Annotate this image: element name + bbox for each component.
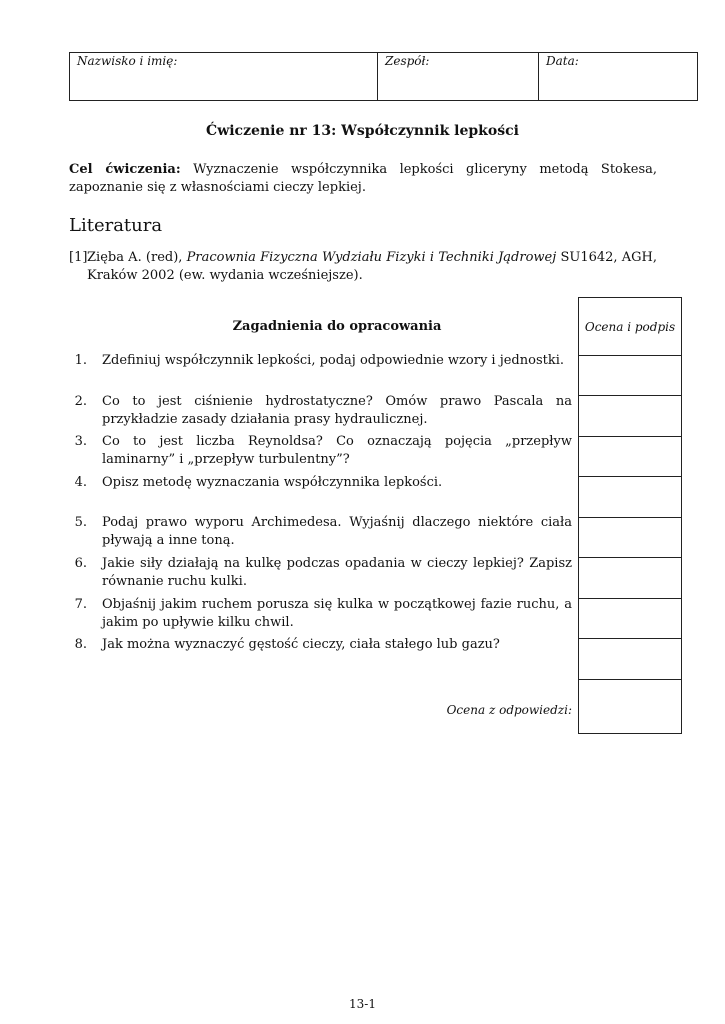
reference-authors: Zięba A. (red), bbox=[87, 250, 183, 265]
goal-label: Cel ćwiczenia: bbox=[69, 162, 181, 177]
grade-divider bbox=[579, 598, 681, 599]
date-label: Data: bbox=[546, 54, 579, 68]
tasks-heading: Zagadnienia do opracowania bbox=[232, 319, 442, 334]
literature-heading: Literatura bbox=[69, 215, 163, 236]
task-number: 4. bbox=[74, 475, 87, 490]
summary-label: Ocena z odpowiedzi: bbox=[446, 703, 572, 717]
task-item bbox=[69, 514, 572, 550]
team-label: Zespół: bbox=[385, 54, 430, 68]
grade-divider bbox=[579, 517, 681, 518]
task-item bbox=[69, 596, 572, 632]
task-item bbox=[69, 555, 572, 591]
task-number: 6. bbox=[74, 556, 87, 571]
grade-column bbox=[578, 297, 682, 734]
task-text: Jakie siły działają na kulkę podczas opadania w cieczy lepkiej? Zapisz równanie ruchu kulki. bbox=[102, 556, 572, 589]
header-table bbox=[69, 52, 698, 101]
grade-divider bbox=[579, 557, 681, 558]
grade-divider bbox=[579, 355, 681, 356]
task-text: Co to jest liczba Reynoldsa? Co oznaczają pojęcia „przepływ laminarny” i „przepływ turbulentny”? bbox=[102, 434, 572, 467]
task-item bbox=[69, 352, 572, 370]
task-text: Podaj prawo wyporu Archimedesa. Wyjaśnij dlaczego niektóre ciała pływają a inne toną. bbox=[102, 515, 572, 548]
reference-rest: SU1642, AGH, Kraków 2002 (ew. wydania wcześniejsze). bbox=[87, 250, 658, 283]
task-number: 1. bbox=[74, 353, 87, 368]
task-number: 3. bbox=[74, 434, 87, 449]
reference-title: Pracownia Fizyczna Wydziału Fizyki i Techniki Jądrowej bbox=[186, 250, 557, 265]
page-title: Ćwiczenie nr 13: Współczynnik lepkości bbox=[206, 123, 519, 139]
task-item bbox=[69, 433, 572, 469]
task-number: 8. bbox=[74, 637, 87, 652]
name-field[interactable] bbox=[70, 53, 378, 100]
grade-divider bbox=[579, 436, 681, 437]
grade-divider bbox=[579, 395, 681, 396]
reference-number: [1] bbox=[69, 250, 88, 265]
task-item bbox=[69, 474, 572, 492]
task-number: 2. bbox=[74, 394, 87, 409]
task-number: 5. bbox=[74, 515, 87, 530]
task-text: Objaśnij jakim ruchem porusza się kulka w początkowej fazie ruchu, a jakim po upływie kilku chwil. bbox=[102, 597, 572, 630]
grade-divider bbox=[579, 679, 681, 680]
task-text: Jak można wyznaczyć gęstość cieczy, ciała stałego lub gazu? bbox=[102, 637, 500, 652]
task-number: 7. bbox=[74, 597, 87, 612]
page-number: 13-1 bbox=[349, 997, 376, 1011]
grade-divider bbox=[579, 476, 681, 477]
grade-divider bbox=[579, 638, 681, 639]
name-label: Nazwisko i imię: bbox=[77, 54, 178, 68]
goal-text: Wyznaczenie współczynnika lepkości gliceryny metodą Stokesa, zapoznanie się z własnościami cieczy lepkiej. bbox=[69, 162, 657, 195]
grade-heading: Ocena i podpis bbox=[584, 320, 676, 334]
task-text: Opisz metodę wyznaczania współczynnika lepkości. bbox=[102, 475, 443, 490]
task-item bbox=[69, 636, 572, 654]
task-item bbox=[69, 393, 572, 429]
team-field[interactable] bbox=[378, 53, 539, 100]
goal-paragraph bbox=[69, 161, 657, 197]
reference-item bbox=[69, 249, 657, 285]
date-field[interactable] bbox=[539, 53, 697, 100]
task-text: Co to jest ciśnienie hydrostatyczne? Omów prawo Pascala na przykładzie zasady działania prasy hydraulicznej. bbox=[102, 394, 572, 427]
task-text: Zdefiniuj współczynnik lepkości, podaj odpowiednie wzory i jednostki. bbox=[102, 353, 565, 368]
